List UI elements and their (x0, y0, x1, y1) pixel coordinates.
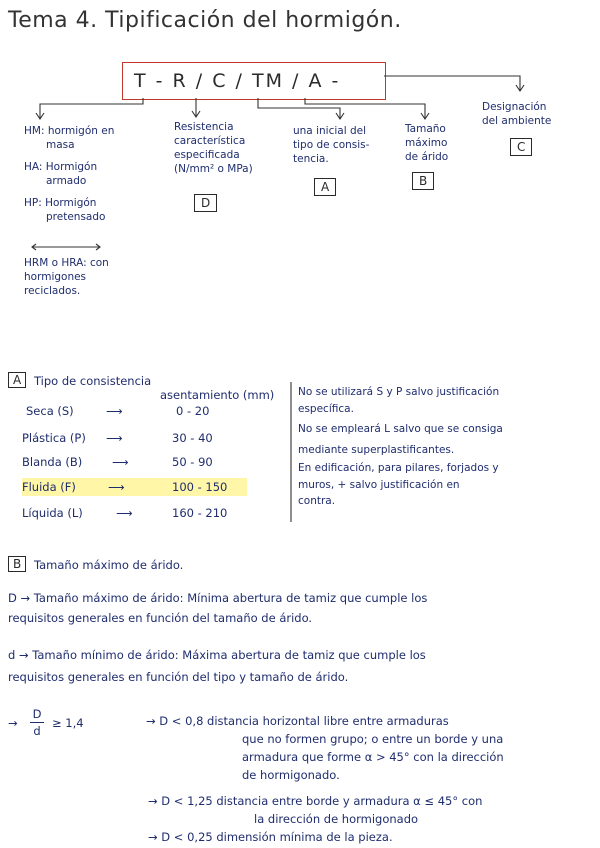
condition-1 (146, 712, 504, 784)
t-line-1: HM: hormigón en (24, 125, 115, 137)
note-line-7: contra. (298, 495, 336, 507)
t-line-7: HRM o HRA: con (24, 257, 109, 269)
note-line-5: En edificación, para pilares, forjados y (298, 462, 499, 474)
c2-line-2: la dirección de hormigonado (254, 812, 419, 826)
note-line-1: No se utilizará S y P salvo justificación (298, 386, 500, 398)
note-line-3: No se empleará L salvo que se consiga (298, 423, 503, 435)
a-line-1: Designación (482, 101, 547, 113)
r-line-1: Resistencia (174, 121, 234, 133)
note-line-4: mediante superplastificantes. (298, 443, 455, 456)
c3-line-1: → D < 0,25 dimensión mínima de la pieza. (148, 830, 393, 844)
arrow-icon: ⟶ (112, 455, 129, 469)
c-line-2: tipo de consis- (293, 139, 370, 151)
tm-line-2: máximo (405, 137, 448, 149)
section-b-heading: Tamaño máximo de árido. (34, 558, 184, 572)
designation-formula: T - R / C / TM / A - (134, 70, 341, 92)
consistency-row-liquid (22, 506, 262, 520)
page-title: Tema 4. Tipificación del hormigón. (8, 8, 402, 33)
t-legend-recycled (24, 256, 109, 298)
p2-line-1: d → Tamaño mínimo de árido: Máxima abertura de tamiz que cumple los (8, 648, 426, 662)
r-line-4: (N/mm² o MPa) (174, 163, 253, 175)
max-aggregate-definition (8, 588, 427, 628)
consistency-range: 0 - 20 (176, 404, 210, 418)
c1-line-4: de hormigonado. (242, 768, 340, 782)
condition-2 (148, 792, 482, 828)
c-line-1: una inicial del (293, 125, 366, 137)
c-line-3: tencia. (293, 153, 329, 165)
ratio-fraction (30, 706, 44, 739)
consistency-name: Blanda (B) (22, 455, 83, 469)
ratio-arrow-icon: → (8, 716, 18, 730)
c1-line-2: que no formen grupo; o entre un borde y una (242, 732, 504, 746)
r-box-label: D (194, 194, 217, 212)
note-line-6: muros, + salvo justificación en (298, 478, 460, 491)
t-line-2: masa (46, 139, 75, 151)
arrow-icon: ⟶ (116, 506, 133, 520)
c2-line-1: → D < 1,25 distancia entre borde y armadura α ≤ 45° con (148, 794, 483, 808)
p1-line-2: requisitos generales en función del tamaño de árido. (8, 611, 313, 625)
r-legend (174, 120, 253, 176)
t-line-8: hormigones (24, 271, 87, 283)
c-box-label: A (314, 178, 336, 196)
c-legend (293, 124, 369, 166)
c1-line-3: armadura que forme α > 45° con la dirección (242, 750, 504, 764)
slump-header: asentamiento (mm) (160, 388, 275, 402)
r-line-2: característica (174, 135, 246, 147)
a-legend (482, 100, 551, 128)
t-line-3: HA: Hormigón (24, 161, 98, 173)
t-line-4: armado (46, 175, 87, 187)
condition-3 (148, 830, 393, 844)
consistency-range: 30 - 40 (172, 431, 213, 445)
ratio-denominator: d (33, 724, 41, 738)
note-line-2: específica. (298, 402, 354, 415)
t-line-6: pretensado (46, 211, 106, 223)
tm-line-1: Tamaño (405, 123, 446, 135)
a-line-2: del ambiente (482, 115, 552, 127)
consistency-notes (298, 384, 503, 510)
p1-line-1: D → Tamaño máximo de árido: Mínima abertura de tamiz que cumple los (8, 591, 428, 605)
consistency-range: 50 - 90 (172, 455, 213, 469)
t-legend (24, 124, 114, 224)
arrow-icon: ⟶ (106, 404, 123, 418)
consistency-row-plastic (22, 431, 262, 445)
p2-line-2: requisitos generales en función del tipo y tamaño de árido. (8, 670, 349, 684)
tm-legend (405, 122, 448, 164)
t-line-9: reciclados. (24, 285, 81, 297)
section-b-box: B (8, 556, 26, 572)
consistency-name: Líquida (L) (22, 506, 83, 520)
r-line-3: especificada (174, 149, 240, 161)
tm-line-3: de árido (405, 151, 449, 163)
section-a-heading: Tipo de consistencia (34, 374, 152, 388)
t-line-5: HP: Hormigón (24, 197, 97, 209)
consistency-row-soft (22, 455, 262, 469)
tm-box-label: B (412, 172, 434, 190)
arrow-icon: ⟶ (108, 480, 125, 494)
a-box-label: C (510, 138, 532, 156)
ratio-numerator: D (30, 706, 44, 723)
min-aggregate-definition (8, 644, 426, 688)
consistency-range: 100 - 150 (172, 480, 228, 494)
consistency-name: Fluida (F) (22, 480, 76, 494)
consistency-name: Seca (S) (26, 404, 74, 418)
c1-line-1: → D < 0,8 distancia horizontal libre entre armaduras (146, 714, 449, 728)
consistency-row-fluid (22, 480, 262, 494)
consistency-row-dry (26, 404, 266, 418)
arrow-icon: ⟶ (106, 431, 123, 445)
consistency-range: 160 - 210 (172, 506, 228, 520)
ratio-rhs: ≥ 1,4 (52, 716, 84, 730)
consistency-name: Plástica (P) (22, 431, 86, 445)
section-a-box: A (8, 372, 26, 388)
